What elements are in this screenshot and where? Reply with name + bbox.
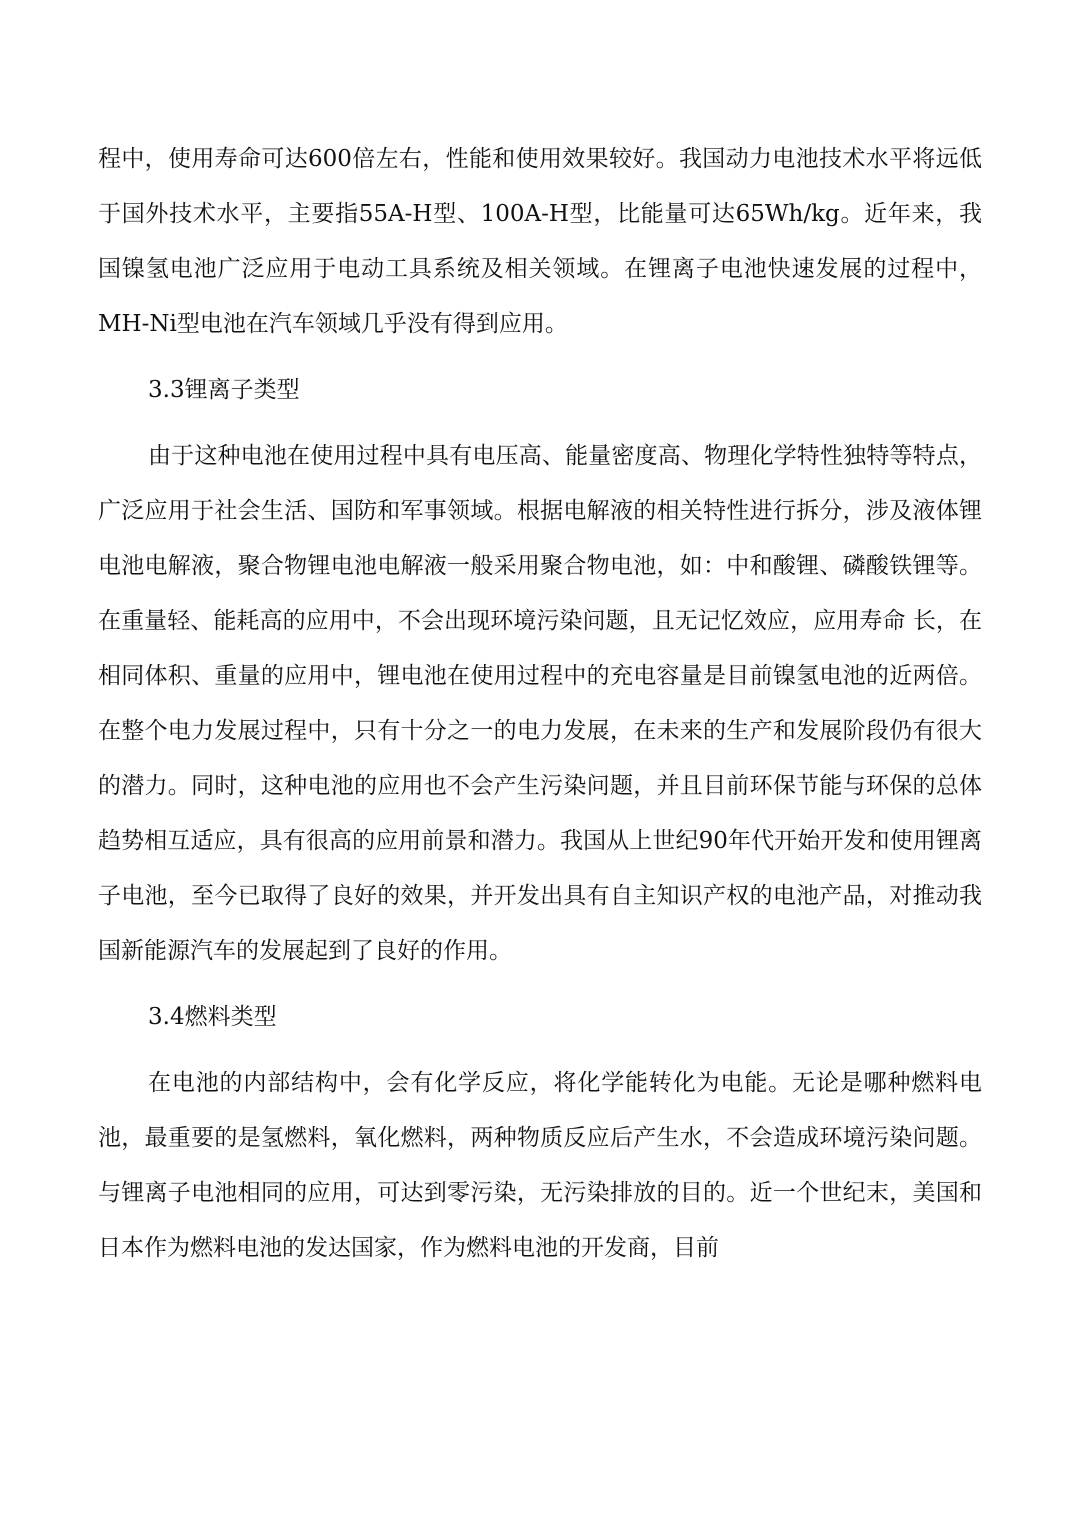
paragraph-fuel-cell: 在电池的内部结构中，会有化学反应，将化学能转化为电能。无论是哪种燃料电池，最重要的是氢燃料，氧化燃料，两种物质反应后产生水，不会造成环境污染问题。与锂离子电池相同的应用，可达到零污染，无污染排放的目的。近一个世纪末，美国和日本作为燃料电池的发达国家，作为燃料电池的开发商，目前	[98, 1070, 982, 1261]
paragraph-nimh-continuation: 程中，使用寿命可达600倍左右，性能和使用效果较好。我国动力电池技术水平将远低于国外技术水平，主要指55A-H型、100A-H型，比能量可达65Wh/kg。近年来，我国镍氢电池广泛应用于电动工具系统及相关领域。在锂离子电池快速发展的过程中，MH-Ni型电池在汽车领域几乎没有得到应用。	[98, 146, 982, 337]
paragraph-lithium-ion: 由于这种电池在使用过程中具有电压高、能量密度高、物理化学特性独特等特点，广泛应用于社会生活、国防和军事领域。根据电解液的相关特性进行拆分，涉及液体锂电池电解液，聚合物锂电池电解液一般采用聚合物电池，如：中和酸锂、磷酸铁锂等。在重量轻、能耗高的应用中，不会出现环境污染问题，且无记忆效应，应用寿命 长，在相同体积、重量的应用中，锂电池在使用过程中的充电容量是目前镍氢电池的近两倍。在整个电力发展过程中，只有十分之一的电力发展，在未来的生产和发展阶段仍有很大的潜力。同时，这种电池的应用也不会产生污染问题，并且目前环保节能与环保的总体趋势相互适应，具有很高的应用前景和潜力。我国从上世纪90年代开始开发和使用锂离子电池，至今已取得了良好的效果，并开发出具有自主知识产权的电池产品，对推动我国新能源汽车的发展起到了良好的作用。	[98, 443, 982, 964]
document-body	[98, 132, 982, 1276]
section-heading-lithium-ion: 3.3锂离子类型	[148, 377, 300, 403]
section-heading-fuel-cell: 3.4燃料类型	[148, 1004, 277, 1030]
